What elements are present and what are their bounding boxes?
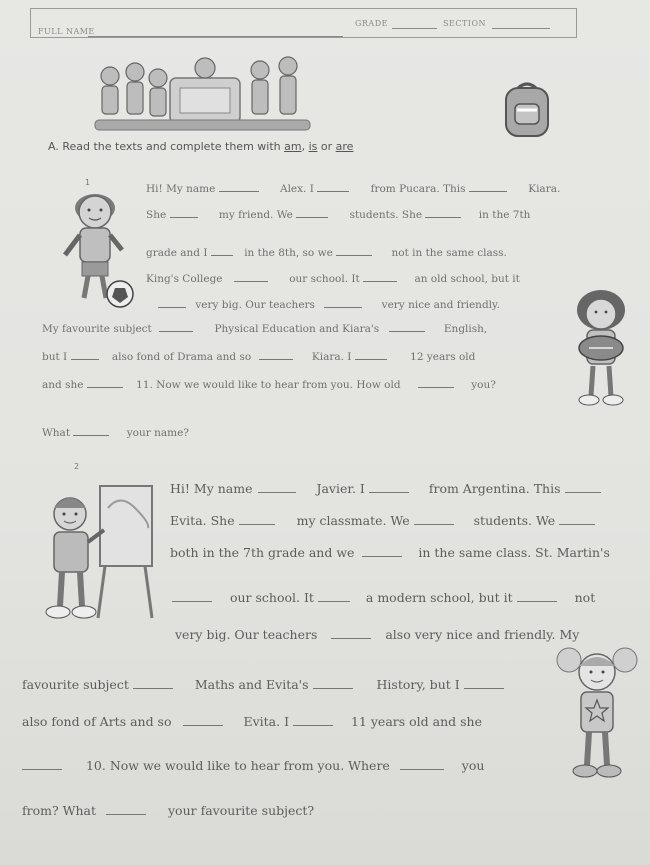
- answer-blank[interactable]: [234, 272, 268, 282]
- header-box: [30, 8, 577, 38]
- text2-line-7: [22, 714, 482, 729]
- instructions: [48, 140, 353, 153]
- text1-line-9: [42, 426, 189, 439]
- full-name-label: FULL NAME: [38, 27, 95, 36]
- backpack-illustration: [500, 80, 555, 140]
- text1-line-1: [146, 182, 560, 195]
- text1-seg: Hi! My name: [146, 183, 216, 195]
- boy-painting-illustration: [40, 478, 155, 628]
- answer-blank[interactable]: [355, 350, 387, 360]
- text2-seg: both in the 7th grade and we: [170, 545, 355, 560]
- text2-line-8: [22, 758, 484, 773]
- text2-seg: from Argentina. This: [428, 481, 561, 496]
- answer-blank[interactable]: [239, 515, 275, 525]
- text2-seg: 11 years old and she: [350, 714, 482, 729]
- text2-seg: a modern school, but it: [365, 590, 513, 605]
- answer-blank[interactable]: [159, 322, 193, 332]
- grade-label: GRADE: [355, 19, 388, 28]
- answer-blank[interactable]: [363, 272, 397, 282]
- answer-blank[interactable]: [414, 515, 454, 525]
- answer-blank[interactable]: [219, 182, 259, 192]
- text2-seg: Maths and Evita's: [194, 677, 309, 692]
- answer-blank[interactable]: [296, 208, 328, 218]
- text1-line-5: [158, 298, 500, 311]
- text1-seg: and she: [42, 379, 84, 391]
- text1-seg: an old school, but it: [414, 273, 520, 285]
- text2-line-5: [175, 627, 579, 642]
- text1-seg: 12 years old: [410, 351, 476, 363]
- text1-seg: What: [42, 427, 71, 439]
- text2-seg: Evita. I: [243, 714, 290, 729]
- text2-seg: also fond of Arts and so: [22, 714, 172, 729]
- text1-seg: students. She: [349, 209, 423, 221]
- text1-seg: English,: [443, 323, 488, 335]
- text1-seg: your name?: [126, 427, 189, 439]
- text2-seg: favourite subject: [22, 677, 129, 692]
- answer-blank[interactable]: [559, 515, 595, 525]
- answer-blank[interactable]: [418, 378, 454, 388]
- answer-blank[interactable]: [318, 592, 350, 602]
- answer-blank[interactable]: [565, 483, 601, 493]
- text2-number: 2: [74, 462, 80, 471]
- instructions-text: A. Read the texts and complete them with: [48, 140, 285, 153]
- text2-line-9: [22, 803, 314, 818]
- text2-seg: our school. It: [229, 590, 314, 605]
- text2-seg: from? What: [22, 803, 97, 818]
- text2-line-2: [170, 513, 595, 528]
- answer-blank[interactable]: [211, 246, 233, 256]
- text1-seg: Kiara.: [528, 183, 561, 195]
- answer-blank[interactable]: [400, 760, 444, 770]
- text1-line-4: [146, 272, 520, 285]
- text1-seg: in the 7th: [478, 209, 531, 221]
- text2-seg: in the same class. St. Martin's: [418, 545, 610, 560]
- answer-blank[interactable]: [170, 208, 198, 218]
- text2-seg: your favourite subject?: [168, 803, 315, 818]
- text1-line-7: [42, 350, 475, 363]
- answer-blank[interactable]: [517, 592, 557, 602]
- answer-blank[interactable]: [22, 760, 62, 770]
- text1-seg: very big. Our teachers: [195, 299, 315, 311]
- answer-blank[interactable]: [73, 426, 109, 436]
- text1-line-2: [146, 208, 530, 221]
- text2-line-6: [22, 677, 504, 692]
- text1-seg: She: [146, 209, 167, 221]
- girl-football-illustration: [565, 288, 640, 413]
- text1-seg: Alex. I: [279, 183, 314, 195]
- text1-seg: My favourite subject: [42, 323, 152, 335]
- word-is: is: [308, 140, 318, 153]
- text2-seg: Hi! My name: [170, 481, 253, 496]
- kids-group-illustration: [90, 48, 320, 138]
- text1-seg: from Pucara. This: [370, 183, 466, 195]
- text2-seg: very big. Our teachers: [175, 627, 318, 642]
- answer-blank[interactable]: [183, 716, 223, 726]
- answer-blank[interactable]: [87, 378, 123, 388]
- answer-blank[interactable]: [425, 208, 461, 218]
- text2-seg: my classmate. We: [296, 513, 410, 528]
- answer-blank[interactable]: [369, 483, 409, 493]
- text1-seg: very nice and friendly.: [381, 299, 500, 311]
- answer-blank[interactable]: [336, 246, 372, 256]
- answer-blank[interactable]: [317, 182, 349, 192]
- text1-seg: you?: [471, 379, 496, 391]
- section-label: SECTION: [443, 19, 486, 28]
- text1-seg: King's College: [146, 273, 223, 285]
- text1-line-6: [42, 322, 487, 335]
- answer-blank[interactable]: [172, 592, 212, 602]
- text2-seg: not: [574, 590, 596, 605]
- section-field[interactable]: [492, 28, 550, 29]
- answer-blank[interactable]: [293, 716, 333, 726]
- text2-seg: also very nice and friendly. My: [385, 627, 580, 642]
- answer-blank[interactable]: [324, 298, 362, 308]
- text2-seg: students. We: [473, 513, 556, 528]
- text1-line-3: [146, 246, 507, 259]
- text1-seg: in the 8th, so we: [244, 247, 333, 259]
- girl-pigtails-illustration: [555, 640, 640, 785]
- text2-seg: 10. Now we would like to hear from you. Where: [85, 758, 390, 773]
- answer-blank[interactable]: [469, 182, 507, 192]
- grade-field[interactable]: [392, 28, 437, 29]
- answer-blank[interactable]: [259, 350, 293, 360]
- text2-line-4: [172, 590, 595, 605]
- text1-seg: also fond of Drama and so: [111, 351, 252, 363]
- instructions-comma: ,: [301, 140, 309, 153]
- full-name-field[interactable]: [88, 36, 343, 37]
- boy-soccer-illustration: [60, 190, 140, 310]
- text1-number: 1: [85, 178, 91, 187]
- text1-seg: 11. Now we would like to hear from you. How old: [136, 379, 401, 391]
- text1-seg: my friend. We: [218, 209, 293, 221]
- answer-blank[interactable]: [158, 298, 186, 308]
- text2-line-1: [170, 481, 601, 496]
- answer-blank[interactable]: [133, 679, 173, 689]
- text1-seg: not in the same class.: [391, 247, 507, 259]
- text1-seg: Physical Education and Kiara's: [214, 323, 380, 335]
- text1-seg: grade and I: [146, 247, 208, 259]
- text1-seg: our school. It: [289, 273, 360, 285]
- text1-seg: Kiara. I: [311, 351, 352, 363]
- word-are: are: [335, 140, 354, 153]
- text2-seg: History, but I: [376, 677, 460, 692]
- text2-seg: Evita. She: [170, 513, 235, 528]
- answer-blank[interactable]: [258, 483, 296, 493]
- answer-blank[interactable]: [464, 679, 504, 689]
- answer-blank[interactable]: [106, 805, 146, 815]
- text2-seg: Javier. I: [316, 481, 365, 496]
- answer-blank[interactable]: [362, 547, 402, 557]
- answer-blank[interactable]: [313, 679, 353, 689]
- answer-blank[interactable]: [71, 350, 99, 360]
- answer-blank[interactable]: [389, 322, 425, 332]
- word-am: am: [284, 140, 302, 153]
- answer-blank[interactable]: [331, 629, 371, 639]
- text1-seg: but I: [42, 351, 68, 363]
- instructions-or: or: [317, 140, 336, 153]
- text1-line-8: [42, 378, 496, 391]
- text2-seg: you: [461, 758, 485, 773]
- text2-line-3: [170, 545, 610, 560]
